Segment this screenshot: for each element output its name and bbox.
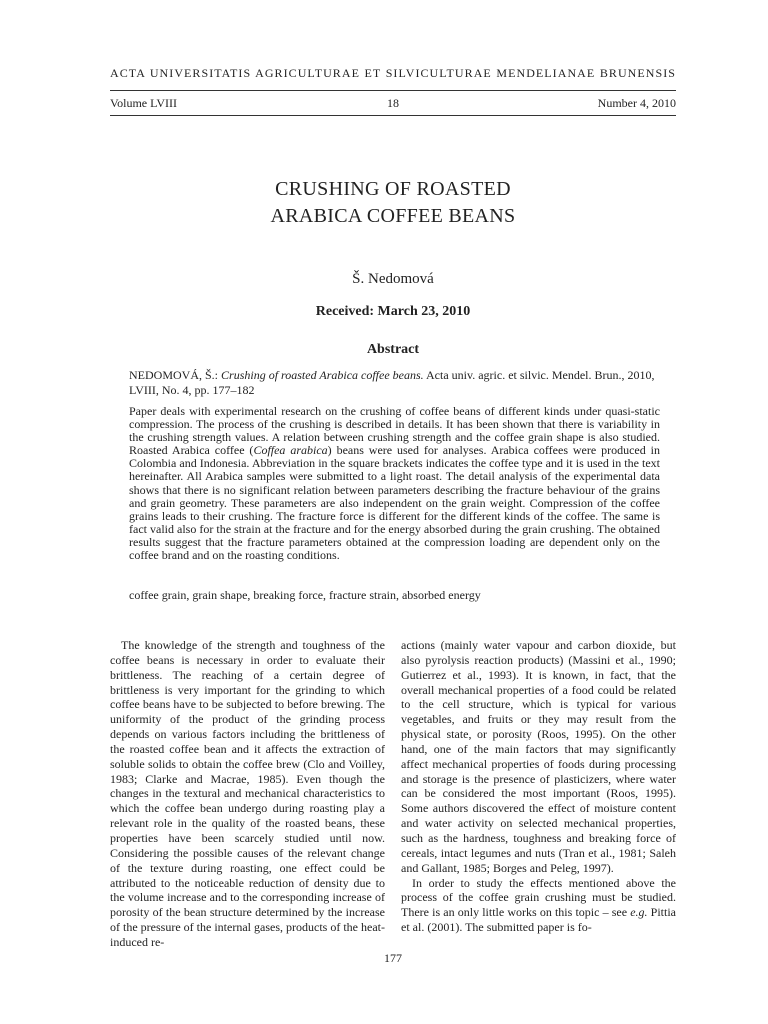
body-paragraph xyxy=(401,876,676,935)
abstract-species: Coffea arabica xyxy=(253,443,328,458)
received-date: Received: March 23, 2010 xyxy=(315,304,471,319)
body-text: Pittia et al. (2001). The submitted paper is fo- xyxy=(401,905,676,935)
journal-name: ACTA UNIVERSITATIS AGRICULTURAE ET SILVICULTURAE MENDELIANAE BRUNENSIS xyxy=(110,66,676,80)
citation-title: Crushing of roasted Arabica coffee beans. xyxy=(221,368,424,382)
page-number: 177 xyxy=(384,951,402,965)
keywords: coffee grain, grain shape, breaking force, fracture strain, absorbed energy xyxy=(129,588,481,602)
abstract-part-1: Paper deals with experimental research on the crushing of coffee beans of different kinds under quasi-static compression. The process of the crushing is described in details. It has been shown that there is variability in the crushing strength values. A relation between crushing strength and the coffee grain shape is also studied. Roasted Arabica coffee ( xyxy=(129,404,660,458)
body-paragraph: The knowledge of the strength and toughness of the coffee beans is necessary in order to evaluate their brittleness. The reaching of a certain degree of brittleness is very important for the grinding to which coffee beans have to be subjected to before brewing. The uniformity of the product of the grinding process depends on various factors including the brittleness of the roasted coffee bean and it affects the extraction of soluble solids to obtain the coffee brew (Clo and Voilley, 1983; Clarke and Macrae, 1985). Even though the changes in the textural and mechanical characteristics to which the coffee bean undergo during roasting play a relevant role in the quality of the roasted beans, these properties have been scarcely studied until now. Considering the possible causes of the relevant change of the texture during roasting, one effect could be attributed to the noticeable reduction of density due to the volume increase and to the corresponding increase of porosity of the bean structure determined by the increase of the pressure of the internal gases, products of the heat-induced re- xyxy=(110,638,385,949)
abstract-text xyxy=(129,405,660,562)
header-rule-top xyxy=(110,90,676,91)
volume-label: Volume LVIII xyxy=(110,96,177,110)
body-text: In order to study the effects mentioned above the process of the coffee grain crushing must be studied. There is an only little works on this topic – see xyxy=(401,875,676,920)
paper-title xyxy=(110,176,676,230)
abstract-part-2: ) beans were used for analyses. Arabica coffees were produced in Colombia and Indonesia. Abbreviation in the square brackets indicates the coffee type and it is used in the text hereinafter. All Arabica samples were submitted to a light roast. The detail analysis of the experimental data shows that there is no significant relation between parameters describing the fracture behaviour of the grains and grain geometry. These parameters are also independent on the grain weight. Compression of the coffee grains leads to their crushing. The fracture force is different for the different kinds of the coffee. The same is fact valid also for the strain at the fracture and for the energy absorbed during the grain crushing. The obtained results suggest that the fracture parameters obtained at the compression loading are dependent only on the coffee brand and on the roasting conditions. xyxy=(129,443,660,563)
citation xyxy=(129,368,660,398)
volume-row xyxy=(110,96,676,112)
citation-authors: NEDOMOVÁ, Š.: xyxy=(129,368,222,382)
body-column-right xyxy=(401,638,676,938)
body-column-left xyxy=(110,638,385,949)
number-label: Number 4, 2010 xyxy=(597,96,676,110)
citation-source: Acta univ. agric. et silvic. Mendel. Brun., 2010, LVIII, No. 4, pp. 177–182 xyxy=(129,368,655,397)
issue-page-label: 18 xyxy=(387,96,399,110)
author: Š. Nedomová xyxy=(352,271,434,287)
body-paragraph: actions (mainly water vapour and carbon dioxide, but also pyrolysis reaction products) (Massini et al., 1990; Gutierrez et al., 1993). It is known, in fact, that the overall mechanical properties of a food could be related to the cell structure, which is typical for various vegetables, and fruits or they may result from the physical state, or porosity (Roos, 1995). On the other hand, one of the main factors that may significantly affect mechanical properties of foods during processing and storage is the presence of plasticizers, where water can be considered the most important (Roos, 1995). Some authors discovered the effect of moisture content and water activity on selected mechanical properties, such as the hardness, toughness and breaking force of cereals, intact legumes and nuts (Tran et al., 1981; Saleh and Gallant, 1985; Borges and Peleg, 1997). xyxy=(401,638,676,875)
header-rule-bottom xyxy=(110,115,676,116)
abstract-heading: Abstract xyxy=(366,342,420,357)
title-line-1: CRUSHING OF ROASTED xyxy=(275,178,511,200)
body-italic: e.g. xyxy=(630,905,648,920)
title-line-2: ARABICA COFFEE BEANS xyxy=(270,205,516,227)
